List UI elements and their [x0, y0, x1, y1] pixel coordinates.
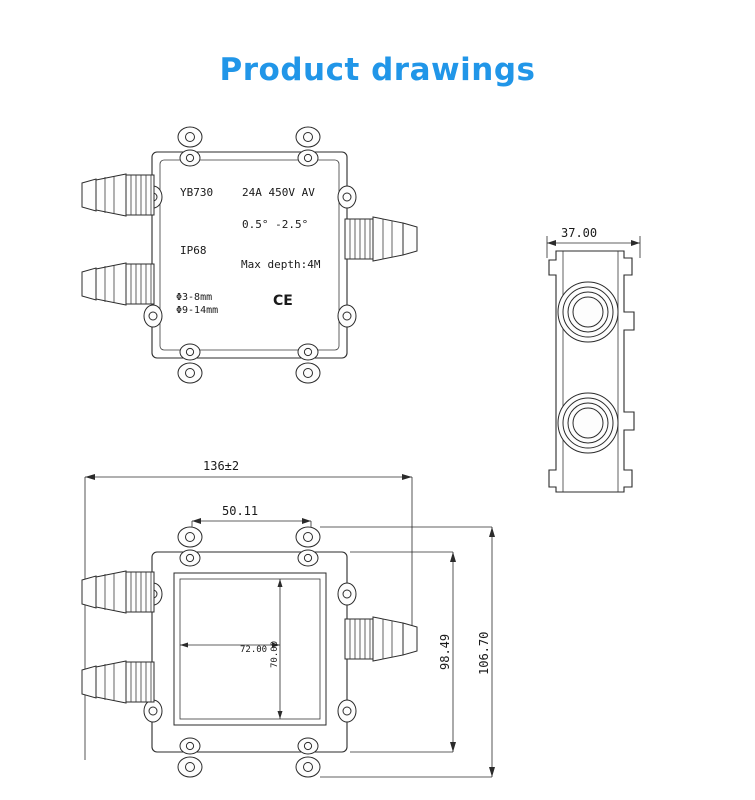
bottom-view-gland-left-lower	[82, 661, 154, 703]
side-view-gland-lower	[558, 393, 618, 453]
bottom-view-overall-width-label: 136±2	[203, 459, 240, 473]
bottom-view-gland-offset-label: 50.11	[222, 504, 259, 518]
label-cable-small: Φ3-8mm	[176, 292, 213, 303]
bottom-view-gland-left-upper	[82, 571, 154, 613]
label-certification: CE	[273, 293, 293, 309]
bottom-view-overall-height-label: 106.70	[477, 631, 491, 675]
bottom-view-inner-width-label: 72.00	[240, 645, 268, 655]
side-view-gland-upper	[558, 282, 618, 342]
label-tolerance: 0.5° -2.5°	[242, 218, 309, 231]
label-rating: 24A 450V AV	[242, 186, 315, 199]
label-depth: Max depth:4M	[241, 258, 321, 271]
page-title: Product drawings	[219, 52, 536, 88]
label-model: YB730	[180, 186, 214, 199]
side-view-group	[547, 226, 640, 492]
bottom-view-body-height-label: 98.49	[438, 633, 452, 670]
bottom-view-inner-height-label: 70.00	[270, 640, 280, 668]
label-cable-large: Φ9-14mm	[176, 305, 219, 316]
top-view-gland-left-lower	[82, 263, 154, 305]
top-view-gland-right	[345, 217, 417, 261]
side-view-width-label: 37.00	[561, 226, 598, 240]
label-protection: IP68	[180, 244, 207, 257]
bottom-view-group	[82, 459, 495, 777]
top-view-group	[82, 127, 417, 383]
bottom-view-gland-right	[345, 617, 417, 661]
top-view-gland-left-upper	[82, 174, 154, 216]
